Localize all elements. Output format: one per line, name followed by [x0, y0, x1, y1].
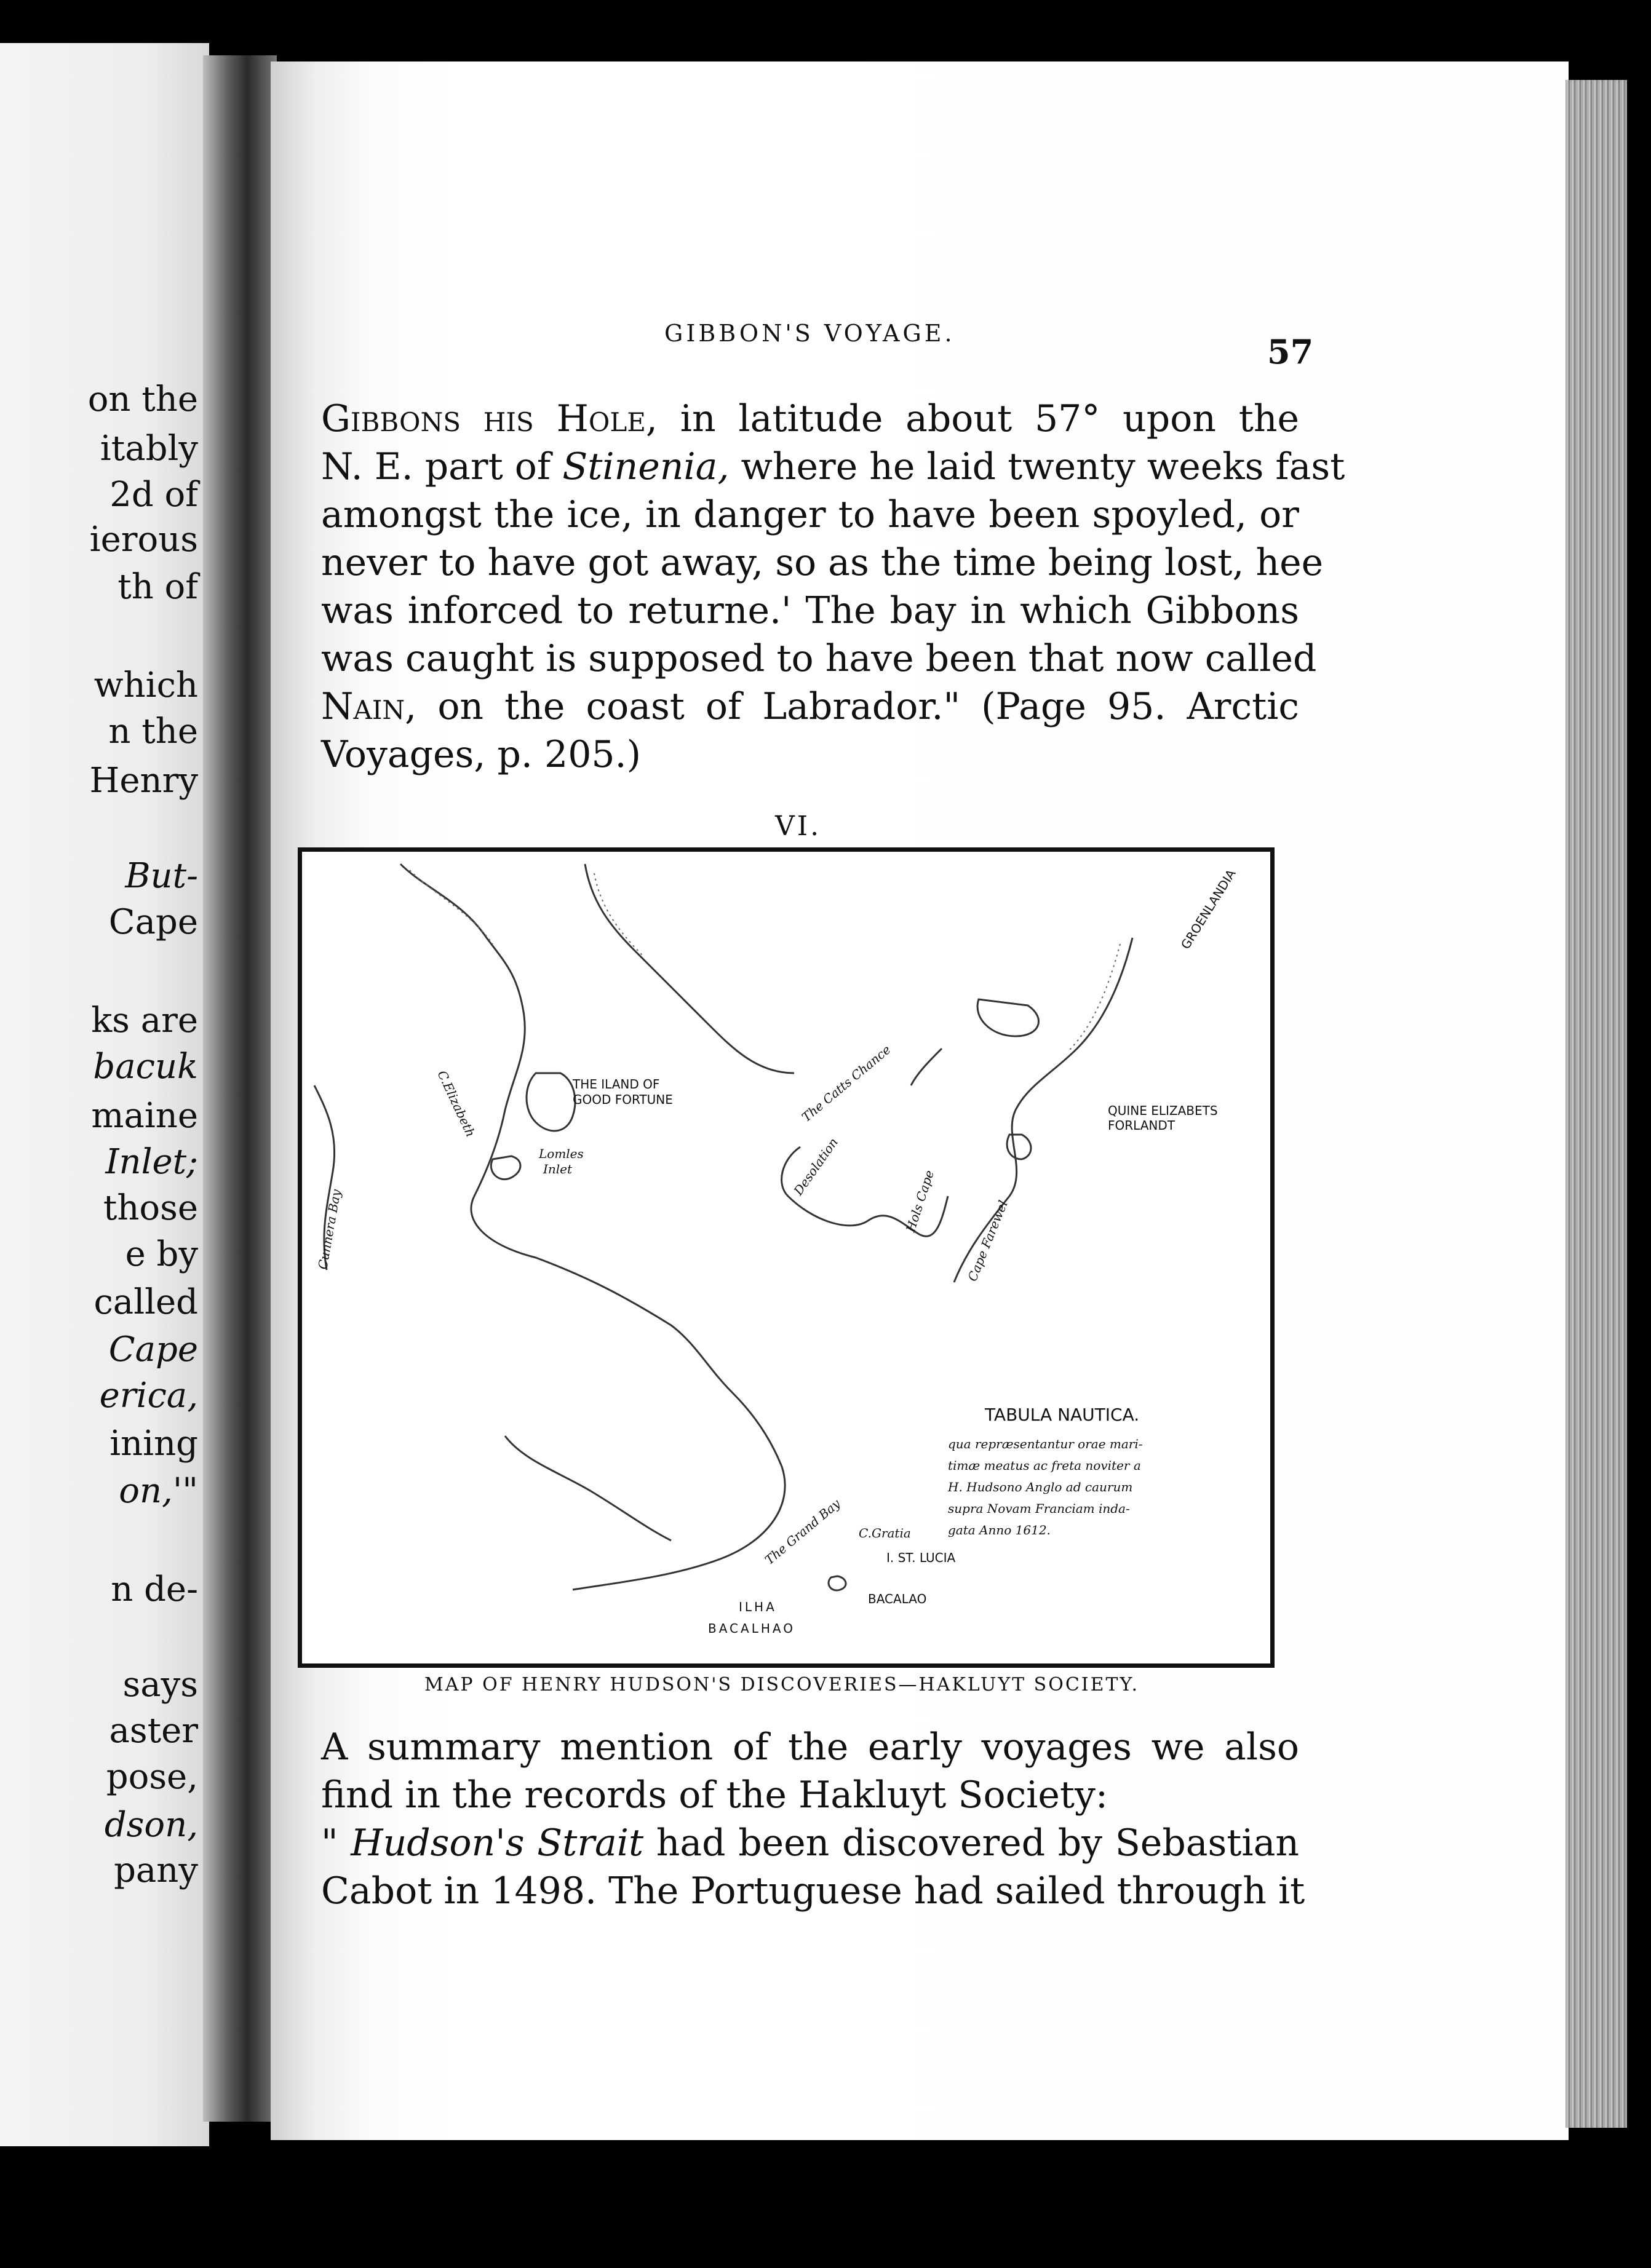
book-gutter — [203, 55, 277, 2122]
label-bacalhao: BACALHAO — [708, 1621, 795, 1636]
paragraph-1-line-1 — [321, 395, 1299, 443]
left-page-fragment — [0, 43, 209, 2146]
paragraph-1-line-7 — [321, 683, 1299, 731]
label-c-elizabeth: C.Elizabeth — [434, 1068, 479, 1140]
left-page-line: called — [93, 1282, 198, 1322]
left-page-line: But- — [125, 856, 198, 896]
left-page-line: says — [122, 1665, 198, 1705]
left-page-line: Cape — [108, 1330, 198, 1370]
left-page-line: on the — [87, 379, 198, 419]
coast-greenland — [954, 938, 1132, 1282]
cartouche-line-4: supra Novam Franciam inda- — [948, 1501, 1130, 1516]
label-hols-cape: Hols Cape — [902, 1168, 937, 1234]
left-page-line: ks are — [91, 1001, 198, 1041]
label-ilha: ILHA — [739, 1600, 777, 1614]
label-st-lucia: I. ST. LUCIA — [886, 1550, 956, 1565]
cartouche-line-1: qua repræsentantur orae mari- — [948, 1437, 1143, 1451]
line-2-a: N. E. part of — [321, 445, 563, 488]
gibbons-his: Gibbons his — [321, 397, 534, 440]
left-page-line: maine — [91, 1096, 198, 1136]
paragraph-1-line-8: Voyages, p. 205.) — [321, 733, 642, 776]
left-page-line: bacuk — [93, 1047, 198, 1087]
left-page-line: aster — [109, 1711, 198, 1751]
left-page-line: e by — [125, 1234, 198, 1274]
label-groenlandia: GROENLANDIA — [1177, 866, 1239, 952]
cartouche-title: TABULA NAUTICA. — [985, 1405, 1140, 1425]
left-page-line: ining — [109, 1424, 198, 1464]
label-land-of-good-fortune-1: THE ILAND OF — [573, 1077, 660, 1092]
left-page-line: pose, — [106, 1757, 198, 1797]
map-figure — [298, 847, 1275, 1668]
left-page-line: on,'" — [119, 1471, 198, 1511]
left-page-line: n de- — [111, 1569, 198, 1609]
left-page-line: which — [93, 665, 198, 705]
island-forlandt — [1007, 1135, 1031, 1159]
island-bacalao — [829, 1576, 846, 1590]
label-lomles-inlet-1: Lomles — [539, 1146, 584, 1161]
label-land-of-good-fortune-2: GOOD FORTUNE — [573, 1092, 673, 1107]
label-catts-chance: The Catts Chance — [798, 1042, 894, 1125]
paragraph-1-line-3: amongst the ice, in danger to have been spoyled, or — [321, 493, 1299, 536]
coast-west — [400, 864, 785, 1590]
coast-shading-1 — [410, 870, 493, 944]
label-quine-elizabets-2: FORLANDT — [1108, 1118, 1176, 1133]
cartouche-line-2: timæ meatus ac freta noviter a — [948, 1458, 1141, 1473]
cartouche-line-3: H. Hudsono Anglo ad caurum — [948, 1480, 1133, 1494]
left-page-line: dson, — [104, 1805, 198, 1845]
map-cartouche — [947, 1405, 1143, 1537]
paragraph-1 — [321, 395, 1345, 779]
running-head: GIBBON'S VOYAGE. — [664, 320, 955, 347]
paragraph-1-line-4: never to have got away, so as the time being lost, hee — [321, 541, 1324, 584]
left-page-line: Henry — [89, 761, 198, 801]
left-page-line: erica, — [99, 1376, 198, 1416]
coast-shading-2 — [594, 873, 643, 956]
label-grand-bay: The Grand Bay — [762, 1496, 843, 1568]
paragraph-2 — [321, 1723, 1305, 1915]
left-page-line: Cape — [108, 902, 198, 942]
line-3-b: had been discovered by Sebastian — [643, 1822, 1300, 1865]
paragraph-2-line-1: A summary mention of the early voyages we also — [321, 1726, 1299, 1769]
left-page-line: pany — [114, 1850, 198, 1890]
coast-north — [585, 864, 794, 1073]
left-page-line: 2d of — [109, 475, 198, 515]
stinenia: Stinenia, — [562, 445, 730, 488]
label-quine-elizabets-1: QUINE ELIZABETS — [1108, 1103, 1218, 1118]
paragraph-1-line-2 — [321, 443, 1345, 491]
line-3-a: " — [321, 1822, 351, 1865]
section-numeral: VI. — [775, 811, 822, 842]
label-cunnera-bay: Cunnera Bay — [315, 1188, 344, 1271]
island-greenland-east — [977, 999, 1038, 1036]
label-lomles-inlet-2: Inlet — [543, 1162, 573, 1176]
label-bacalao: BACALAO — [868, 1592, 927, 1606]
nain: Nain, — [321, 685, 417, 728]
page-edges — [1565, 80, 1627, 2128]
left-page-line: Inlet; — [105, 1142, 198, 1182]
left-page-line: ierous — [89, 520, 198, 560]
page-number: 57 — [1267, 332, 1314, 371]
coast-labrador-east — [911, 1049, 942, 1085]
line-1-rest: in latitude about 57° upon the — [657, 397, 1299, 440]
paragraph-2-line-3 — [321, 1819, 1299, 1867]
paragraph-1-line-6: was caught is supposed to have been that now called — [321, 637, 1317, 680]
paragraph-1-line-5: was inforced to returne.' The bay in which Gibbons — [321, 589, 1299, 632]
left-page-line: those — [103, 1188, 198, 1228]
map-caption: MAP OF HENRY HUDSON'S DISCOVERIES—HAKLUYT SOCIETY. — [424, 1674, 1140, 1695]
left-page-line: n the — [108, 712, 198, 751]
label-c-gratia: C.Gratia — [859, 1526, 911, 1540]
left-page-line: itably — [100, 429, 198, 469]
map-illustration — [302, 852, 1270, 1663]
paragraph-2-line-4: Cabot in 1498. The Portuguese had sailed through it — [321, 1870, 1305, 1913]
coast-south — [505, 1436, 671, 1540]
island-good-fortune — [527, 1073, 575, 1131]
hole: Hole, — [556, 397, 658, 440]
label-cape-farewel: Cape Farewel — [965, 1198, 1011, 1283]
paragraph-2-line-2: find in the records of the Hakluyt Society: — [321, 1774, 1108, 1817]
island-lomles — [491, 1156, 520, 1180]
line-7-rest: on the coast of Labrador." (Page 95. Arctic — [416, 685, 1299, 728]
hudsons-strait: Hudson's Strait — [351, 1822, 644, 1865]
cartouche-line-5: gata Anno 1612. — [948, 1523, 1051, 1537]
label-desolation: Desolation — [790, 1135, 841, 1198]
left-page-line: th of — [117, 567, 198, 607]
line-2-b: where he laid twenty weeks fast — [729, 445, 1345, 488]
